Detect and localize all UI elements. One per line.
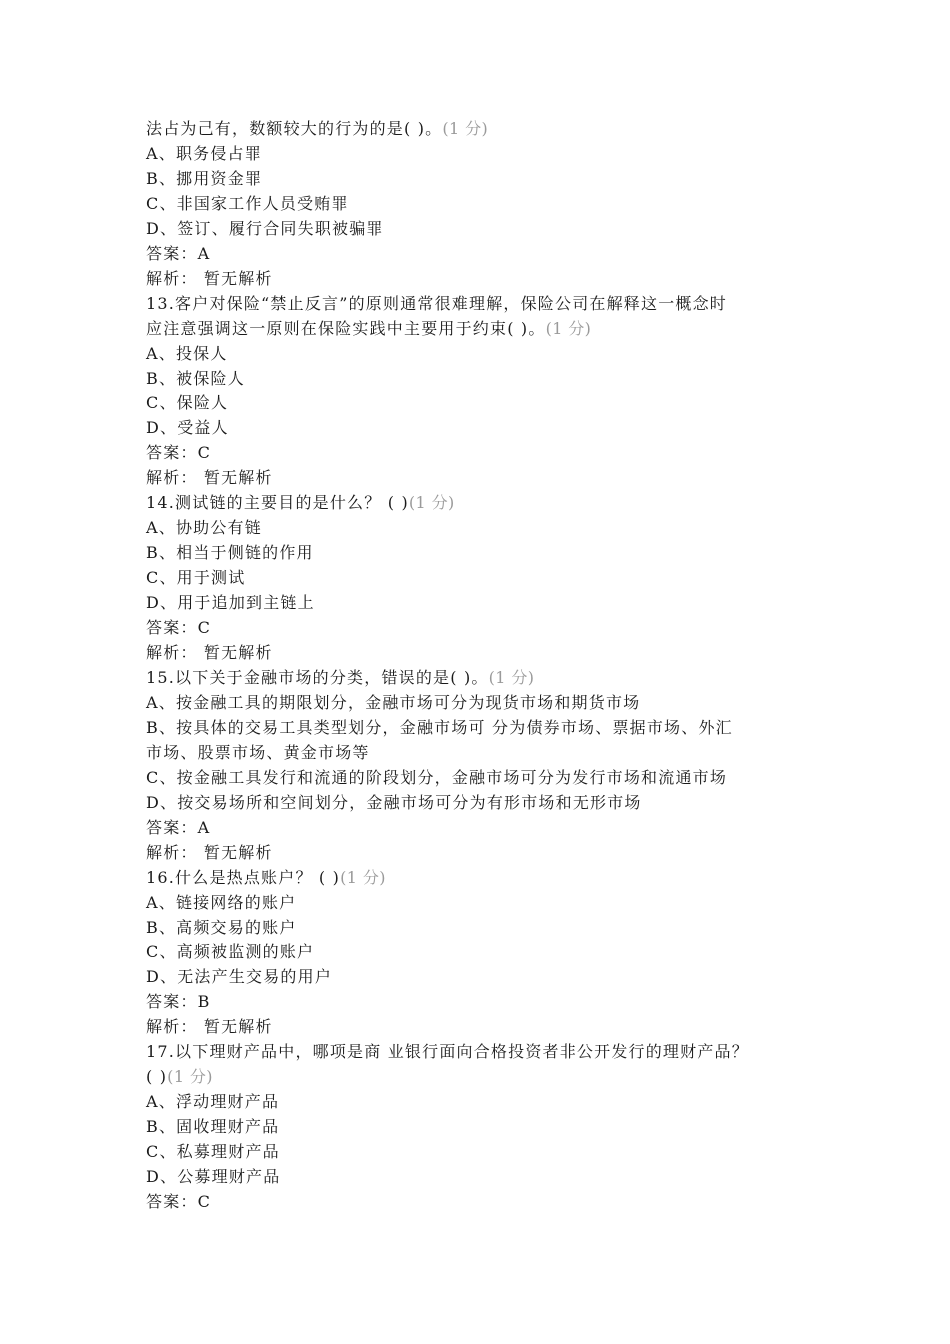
answer-line: 答案：A (146, 817, 211, 837)
option-b: B、挪用资金罪 (146, 168, 263, 188)
option-b: B、被保险人 (146, 368, 245, 388)
option-c: C、用于测试 (146, 568, 246, 588)
option-a: A、按金融工具的期限划分，金融市场可分为现货市场和期货市场 (146, 692, 641, 712)
exam-document (146, 117, 836, 1215)
option-b: B、按具体的交易工具类型划分，金融市场可 分为债券市场、票据市场、外汇 (146, 717, 733, 737)
question-stem-line: 14.测试链的主要目的是什么？ ( )(1 分) (146, 493, 455, 513)
option-c: C、私募理财产品 (146, 1142, 280, 1162)
question-score: (1 分) (408, 493, 455, 513)
option-d: D、无法产生交易的用户 (146, 967, 333, 987)
analysis-line: 解析： 暂无解析 (146, 842, 273, 862)
option-c: C、高频被监测的账户 (146, 942, 315, 962)
option-c: C、非国家工作人员受贿罪 (146, 193, 349, 213)
question-score: (1 分) (488, 667, 535, 687)
option-a: A、职务侵占罪 (146, 143, 262, 163)
question-stem-line: 13.客户对保险“禁止反言”的原则通常很难理解，保险公司在解释这一概念时 (146, 293, 728, 313)
option-d: D、公募理财产品 (146, 1167, 281, 1187)
option-c: C、按金融工具发行和流通的阶段划分，金融市场可分为发行市场和流通市场 (146, 767, 728, 787)
option-b: B、固收理财产品 (146, 1117, 280, 1137)
answer-line: 答案：C (146, 1191, 212, 1211)
option-b: B、高频交易的账户 (146, 917, 297, 937)
question-score: (1 分) (167, 1067, 213, 1087)
option-b-continued: 市场、股票市场、黄金市场等 (146, 742, 370, 762)
option-a: A、浮动理财产品 (146, 1092, 280, 1112)
question-stem-line: 16.什么是热点账户？ ( )(1 分) (146, 867, 386, 887)
analysis-line: 解析： 暂无解析 (146, 468, 273, 488)
question-score: (1 分) (442, 119, 489, 138)
question-stem-line: 17.以下理财产品中，哪项是商 业银行面向合格投资者非公开发行的理财产品？ (146, 1042, 749, 1062)
question-stem-line: 15.以下关于金融市场的分类，错误的是( )。(1 分) (146, 667, 535, 687)
option-c: C、保险人 (146, 393, 229, 413)
option-d: D、签订、履行合同失职被骗罪 (146, 218, 384, 238)
option-d: D、用于追加到主链上 (146, 593, 315, 613)
option-d: D、按交易场所和空间划分，金融市场可分为有形市场和无形市场 (146, 792, 642, 812)
question-stem-line: ( )(1 分) (146, 1067, 213, 1087)
answer-line: 答案：C (146, 618, 212, 638)
question-14 (146, 491, 836, 666)
option-a: A、投保人 (146, 343, 228, 363)
question-score: (1 分) (340, 867, 386, 887)
question-stem-line: 应注意强调这一原则在保险实践中主要用于约束( )。(1 分) (146, 318, 592, 338)
question-17 (146, 1040, 836, 1215)
option-a: A、链接网络的账户 (146, 892, 297, 912)
question-stem-line: 法占为己有，数额较大的行为的是( )。(1 分) (146, 119, 489, 138)
question-score: (1 分) (545, 318, 592, 338)
question-12-continuation (146, 117, 836, 292)
option-d: D、受益人 (146, 418, 229, 438)
question-13 (146, 292, 836, 492)
answer-line: 答案：C (146, 443, 212, 463)
answer-line: 答案：A (146, 243, 211, 263)
answer-line: 答案：B (146, 992, 211, 1012)
option-b: B、相当于侧链的作用 (146, 543, 314, 563)
question-16 (146, 866, 836, 1041)
analysis-line: 解析： 暂无解析 (146, 268, 273, 288)
analysis-line: 解析： 暂无解析 (146, 1017, 273, 1037)
analysis-line: 解析： 暂无解析 (146, 643, 273, 663)
question-15 (146, 666, 836, 866)
option-a: A、协助公有链 (146, 518, 262, 538)
